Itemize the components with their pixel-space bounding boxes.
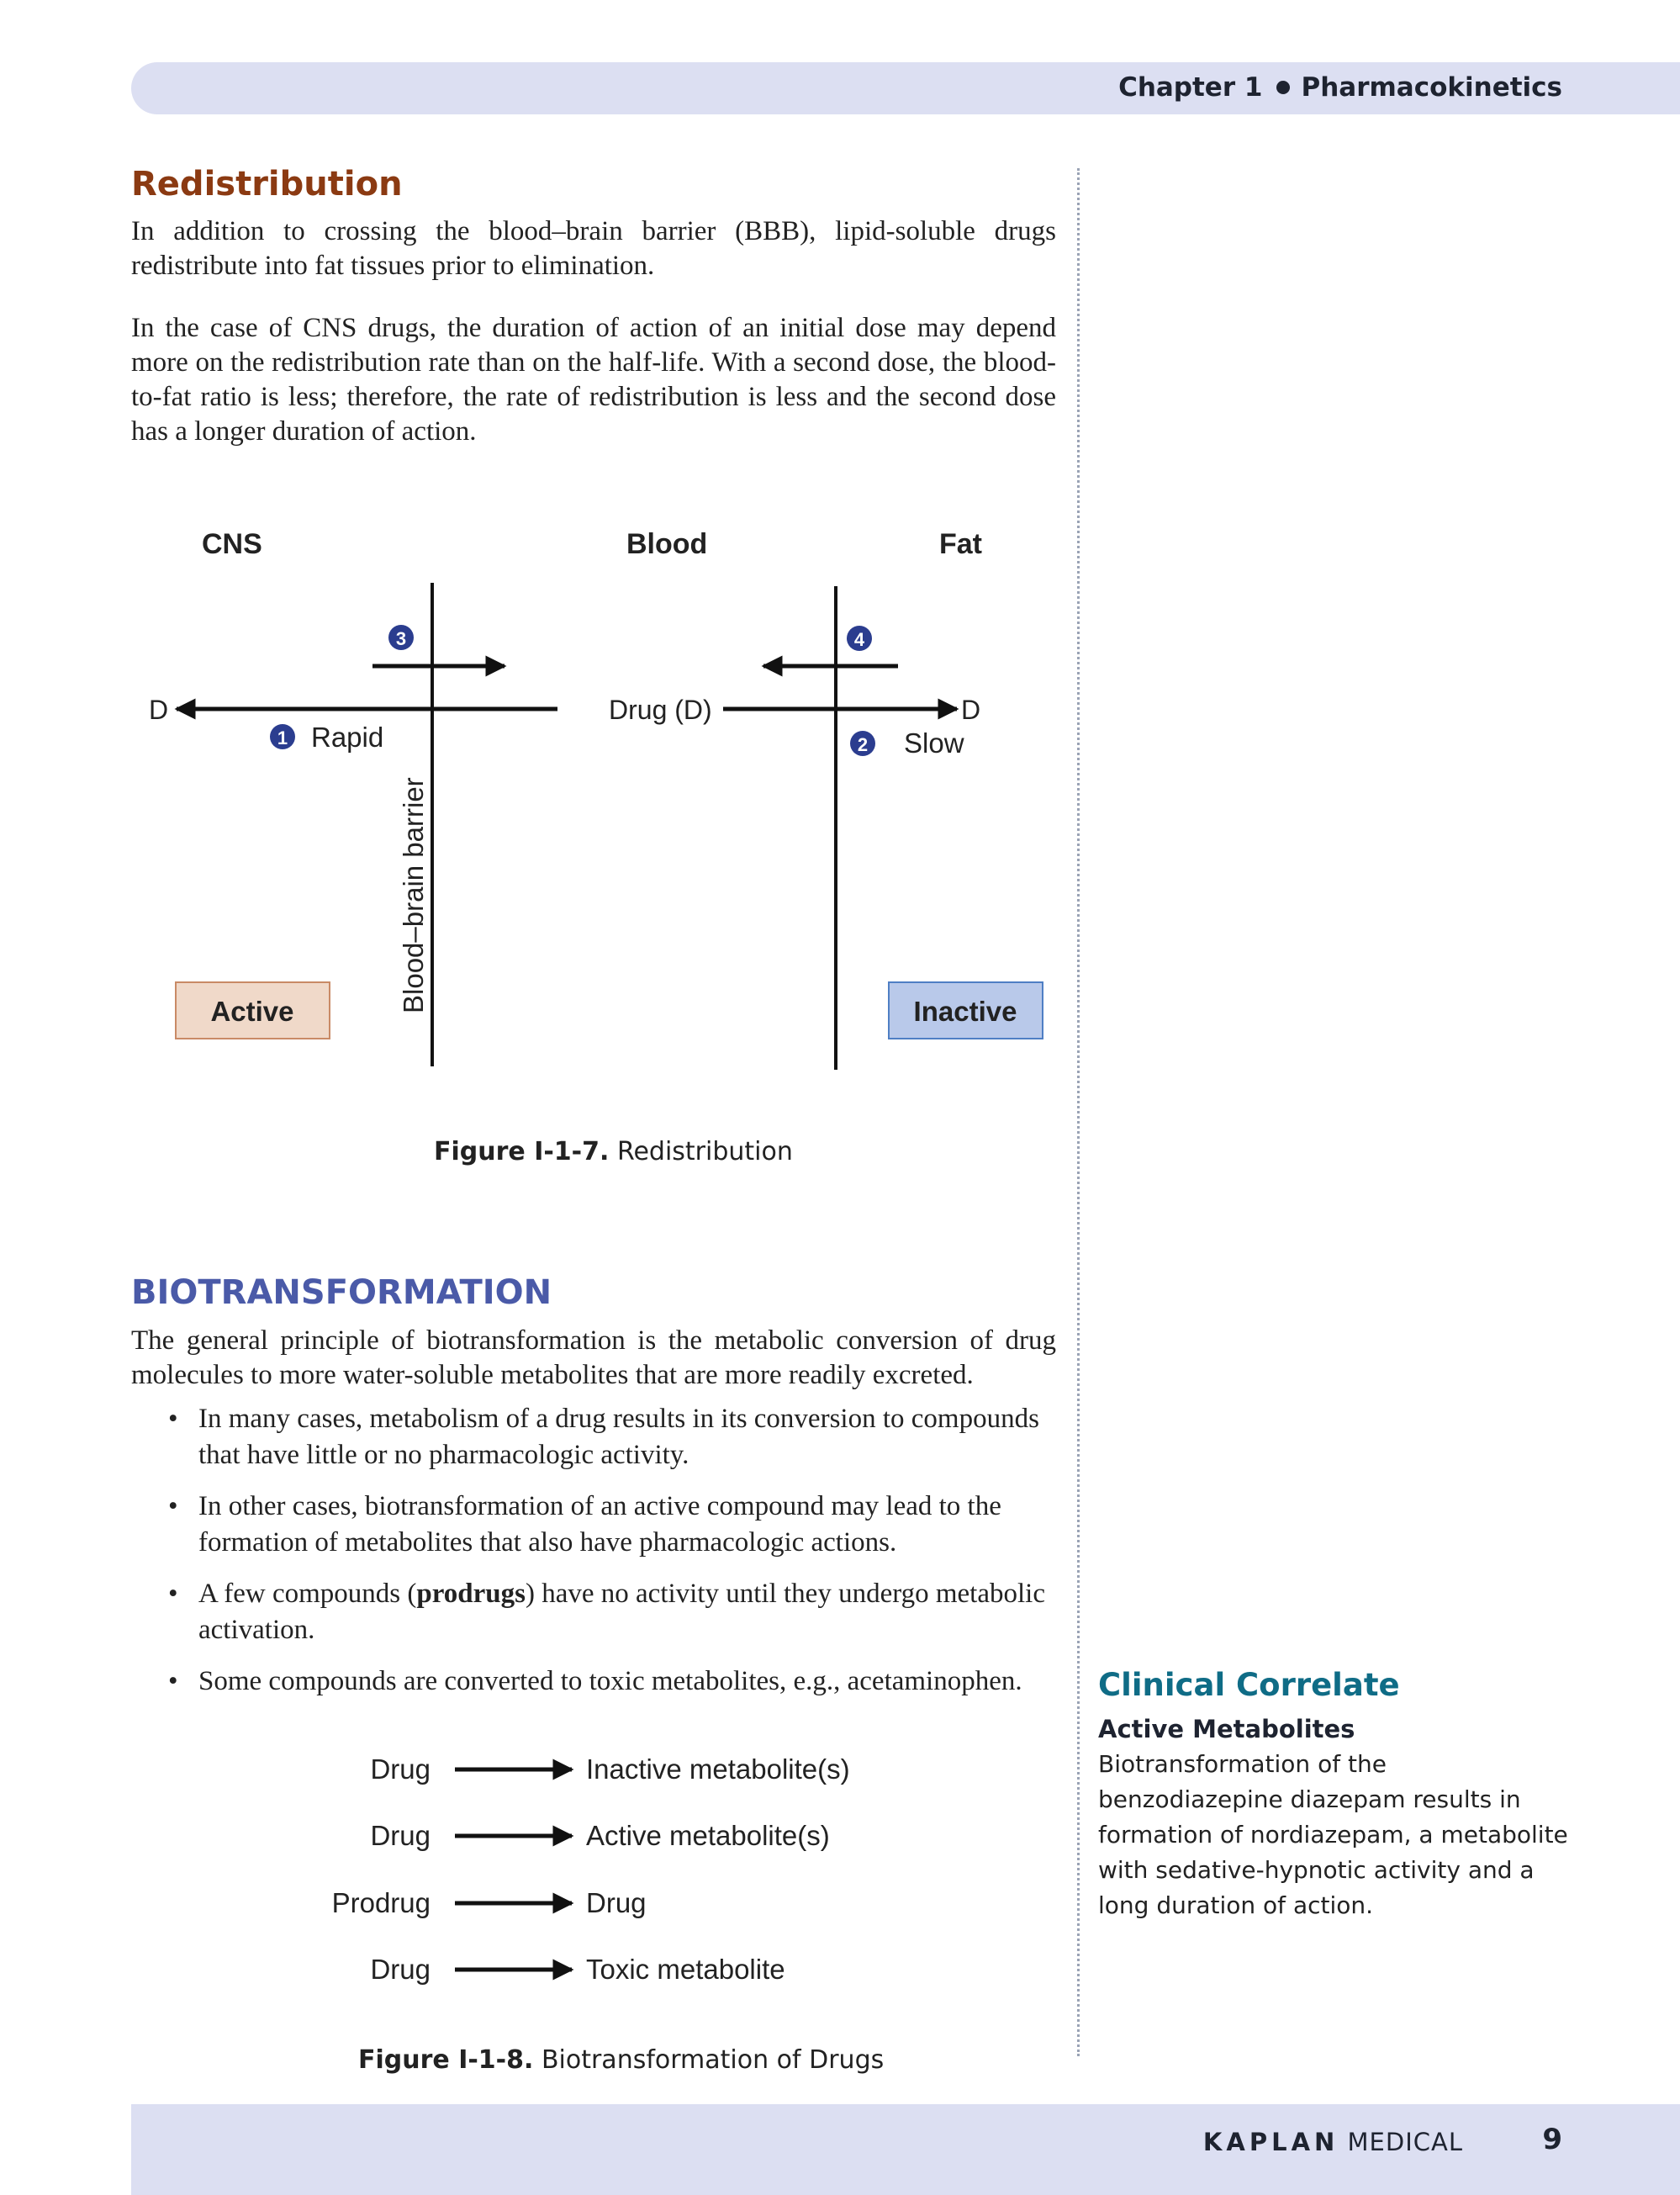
list-item: • In other cases, biotransformation of an active compound may lead to the formation of metabolites that also have pharmacologic actions.	[165, 1489, 1065, 1561]
fat-label: Fat	[939, 528, 982, 560]
drug-d-label: Drug (D)	[609, 695, 712, 725]
kaplan-brand: KAPLAN	[1202, 2128, 1339, 2156]
svg-text:Drug: Drug	[370, 1820, 431, 1851]
redistribution-paragraph-2: In the case of CNS drugs, the duration of action of an initial dose may depend more on the redistribution rate than on the half-life. With a second dose, the blood-to-fat ratio is less; therefore, the rate of redistribution is less and the second dose has a longer duration of action.	[131, 313, 1056, 447]
svg-text:Drug: Drug	[586, 1887, 647, 1918]
biotransformation-bullet-list	[165, 1401, 1065, 1715]
inactive-box	[889, 982, 1043, 1039]
figure-1-caption-text: Redistribution	[609, 1137, 793, 1166]
reaction-row	[370, 1954, 785, 1985]
svg-text:Inactive: Inactive	[913, 996, 1017, 1027]
redistribution-diagram	[0, 0, 1076, 1093]
sidebar-title: Clinical Correlate	[1098, 1667, 1400, 1703]
blood-label: Blood	[626, 528, 708, 560]
badge-2	[850, 731, 875, 756]
svg-text:Drug: Drug	[370, 1753, 431, 1785]
rapid-label: Rapid	[311, 722, 384, 753]
biotransformation-diagram	[0, 1732, 1076, 2002]
reaction-row	[332, 1887, 647, 1918]
svg-text:Drug: Drug	[370, 1954, 431, 1985]
page-footer	[131, 2104, 1680, 2195]
redistribution-heading: Redistribution	[131, 165, 403, 204]
svg-text:Inactive metabolite(s): Inactive metabolite(s)	[586, 1753, 850, 1785]
kaplan-brand-suffix: MEDICAL	[1347, 2128, 1463, 2156]
svg-text:2: 2	[857, 734, 869, 755]
svg-text:Active: Active	[210, 996, 294, 1027]
figure-1-caption	[434, 1137, 793, 1166]
biotransformation-intro: The general principle of biotransformation is the metabolic conversion of drug molecules to more water-soluble metabolites that are more readily excreted.	[131, 1325, 1056, 1390]
figure-1-caption-label: Figure I-1-7.	[434, 1137, 610, 1166]
svg-text:Active metabolite(s): Active metabolite(s)	[586, 1820, 830, 1851]
clinical-correlate-sidebar	[1098, 1667, 1569, 1923]
prodrugs-term: prodrugs	[416, 1579, 526, 1609]
badge-1	[270, 724, 295, 749]
bullet-dot-icon	[1276, 81, 1290, 94]
active-box	[176, 982, 330, 1039]
reaction-row	[370, 1753, 849, 1785]
margin-divider	[1077, 168, 1080, 2056]
svg-text:3: 3	[395, 628, 407, 649]
slow-label: Slow	[904, 727, 964, 759]
redistribution-paragraph-1: In addition to crossing the blood–brain barrier (BBB), lipid-soluble drugs redistribute into fat tissues prior to elimination.	[131, 216, 1056, 281]
sidebar-subtitle: Active Metabolites	[1098, 1715, 1355, 1743]
chapter-header	[1118, 71, 1562, 104]
cns-label: CNS	[202, 528, 262, 560]
chapter-title: Pharmacokinetics	[1301, 72, 1562, 103]
badge-4	[847, 626, 872, 651]
figure-2-caption-text: Biotransformation of Drugs	[533, 2045, 885, 2075]
d-left-label: D	[149, 695, 169, 725]
svg-text:Prodrug: Prodrug	[331, 1887, 431, 1918]
svg-text:4: 4	[853, 629, 865, 650]
list-item: • In many cases, metabolism of a drug results in its conversion to compounds that have little or no pharmacologic activity.	[165, 1401, 1065, 1473]
kaplan-medical-logo	[1203, 2128, 1463, 2156]
svg-text:1: 1	[277, 727, 288, 748]
badge-3	[388, 625, 414, 650]
chapter-label: Chapter 1	[1118, 72, 1263, 103]
list-item: • Some compounds are converted to toxic metabolites, e.g., acetaminophen.	[165, 1663, 1065, 1700]
bbb-label: Blood–brain barrier	[398, 777, 429, 1013]
reaction-row	[370, 1820, 829, 1851]
svg-text:Toxic metabolite: Toxic metabolite	[586, 1954, 785, 1985]
list-item: • A few compounds (prodrugs) have no activity until they undergo metabolic activation.	[165, 1576, 1065, 1648]
figure-2-caption	[358, 2045, 884, 2075]
page-number: 9	[1542, 2123, 1562, 2156]
sidebar-body: Biotransformation of the benzodiazepine diazepam results in formation of nordiazepam, a metabolite with sedative-hypnotic activity and a long duration of action.	[1098, 1750, 1568, 1919]
d-right-label: D	[961, 695, 981, 725]
figure-2-caption-label: Figure I-1-8.	[358, 2045, 534, 2075]
biotransformation-heading: BIOTRANSFORMATION	[131, 1273, 552, 1312]
